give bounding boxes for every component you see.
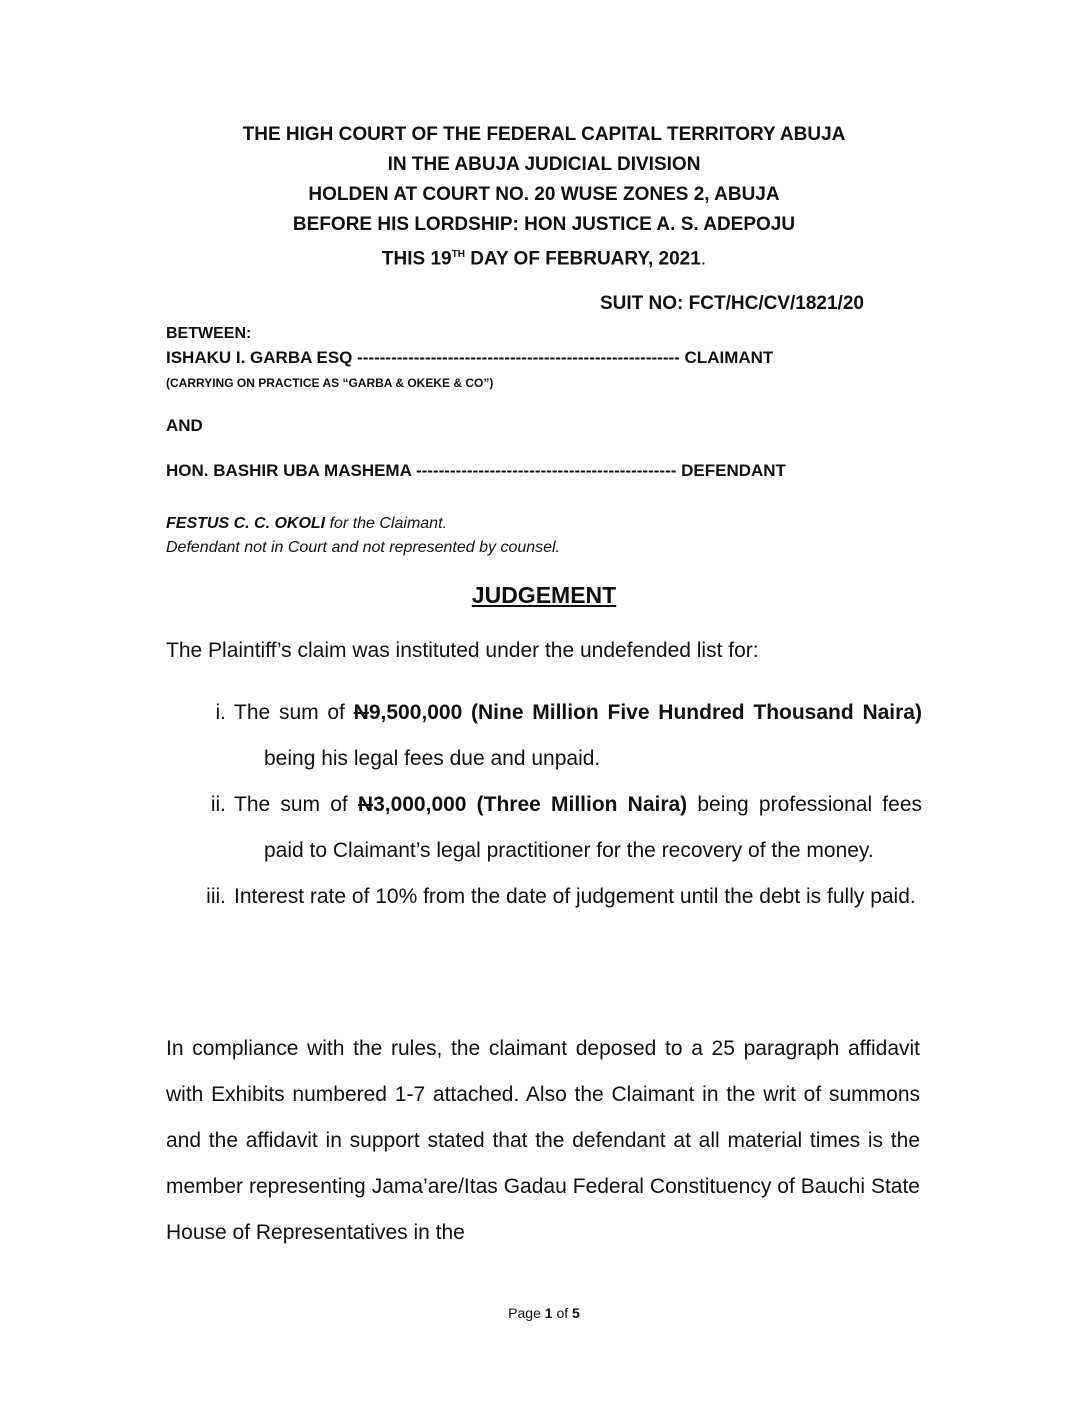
claim-item xyxy=(190,874,922,920)
claimant-line xyxy=(166,348,888,368)
presiding-judge: BEFORE HIS LORDSHIP: HON JUSTICE A. S. ADEPOJU xyxy=(292,214,796,235)
defendant-dashes: ---------------------------------------------- xyxy=(411,461,682,480)
court-name: THE HIGH COURT OF THE FEDERAL CAPITAL TERRITORY ABUJA xyxy=(242,124,846,145)
defendant-role: DEFENDANT xyxy=(681,461,786,480)
claimant-dashes: --------------------------------------------------------- xyxy=(352,348,685,367)
naira-symbol: N xyxy=(357,793,374,816)
judgement-date: THIS 19TH DAY OF FEBRUARY, 2021. xyxy=(381,248,707,270)
between-label: BETWEEN: xyxy=(166,325,252,342)
counsel-name: FESTUS C. C. OKOLI xyxy=(166,515,326,532)
claim-number: i. xyxy=(215,701,226,724)
intro-sentence: The Plaintiff’s claim was instituted under the undefended list for: xyxy=(166,639,759,662)
body-paragraph: In compliance with the rules, the claimant deposed to a 25 paragraph affidavit with Exhibits numbered 1-7 attached. Also the Claimant in the writ of summons and the affidavit in support stated that the defendant at all material times is the member representing Jama’are/Itas Gadau Federal Constituency of Bauchi State House of Representatives in the xyxy=(166,1037,920,1244)
claimant-practice-note: (CARRYING ON PRACTICE AS “GARBA & OKEKE & CO”) xyxy=(166,376,494,390)
judicial-division: IN THE ABUJA JUDICIAL DIVISION xyxy=(387,154,701,175)
claimant-role: CLAIMANT xyxy=(684,348,774,367)
and-label: AND xyxy=(166,416,203,435)
page-number: Page 1 of 5 xyxy=(508,1305,580,1321)
claim-text: Interest rate of 10% from the date of judgement until the debt is fully paid. xyxy=(234,885,916,908)
court-heading xyxy=(0,120,1088,274)
counsel-appearance xyxy=(166,512,560,560)
claim-item xyxy=(190,690,922,782)
court-location: HOLDEN AT COURT NO. 20 WUSE ZONES 2, ABUJA xyxy=(308,184,780,205)
claimant-counsel: FESTUS C. C. OKOLI for the Claimant. xyxy=(166,515,447,532)
claim-item xyxy=(190,782,922,874)
defendant-absence-note: Defendant not in Court and not represented by counsel. xyxy=(166,539,561,556)
claim-number: ii. xyxy=(210,793,226,816)
claim-number: iii. xyxy=(206,885,226,908)
judgement-title: JUDGEMENT xyxy=(471,582,617,608)
claims-list xyxy=(190,690,922,920)
claim-text: The sum of N9,500,000 (Nine Million Five Hundred Thousand Naira) being his legal fees due and unpaid. xyxy=(234,701,922,770)
claim-text: The sum of N3,000,000 (Three Million Naira) being professional fees paid to Claimant’s legal practitioner for the recovery of the money. xyxy=(234,793,923,862)
defendant-name: HON. BASHIR UBA MASHEMA xyxy=(166,461,412,480)
suit-number: SUIT NO: FCT/HC/CV/1821/20 xyxy=(600,293,864,314)
naira-symbol: N xyxy=(353,701,369,724)
defendant-line xyxy=(166,461,888,481)
claimant-name: ISHAKU I. GARBA ESQ xyxy=(166,348,353,367)
